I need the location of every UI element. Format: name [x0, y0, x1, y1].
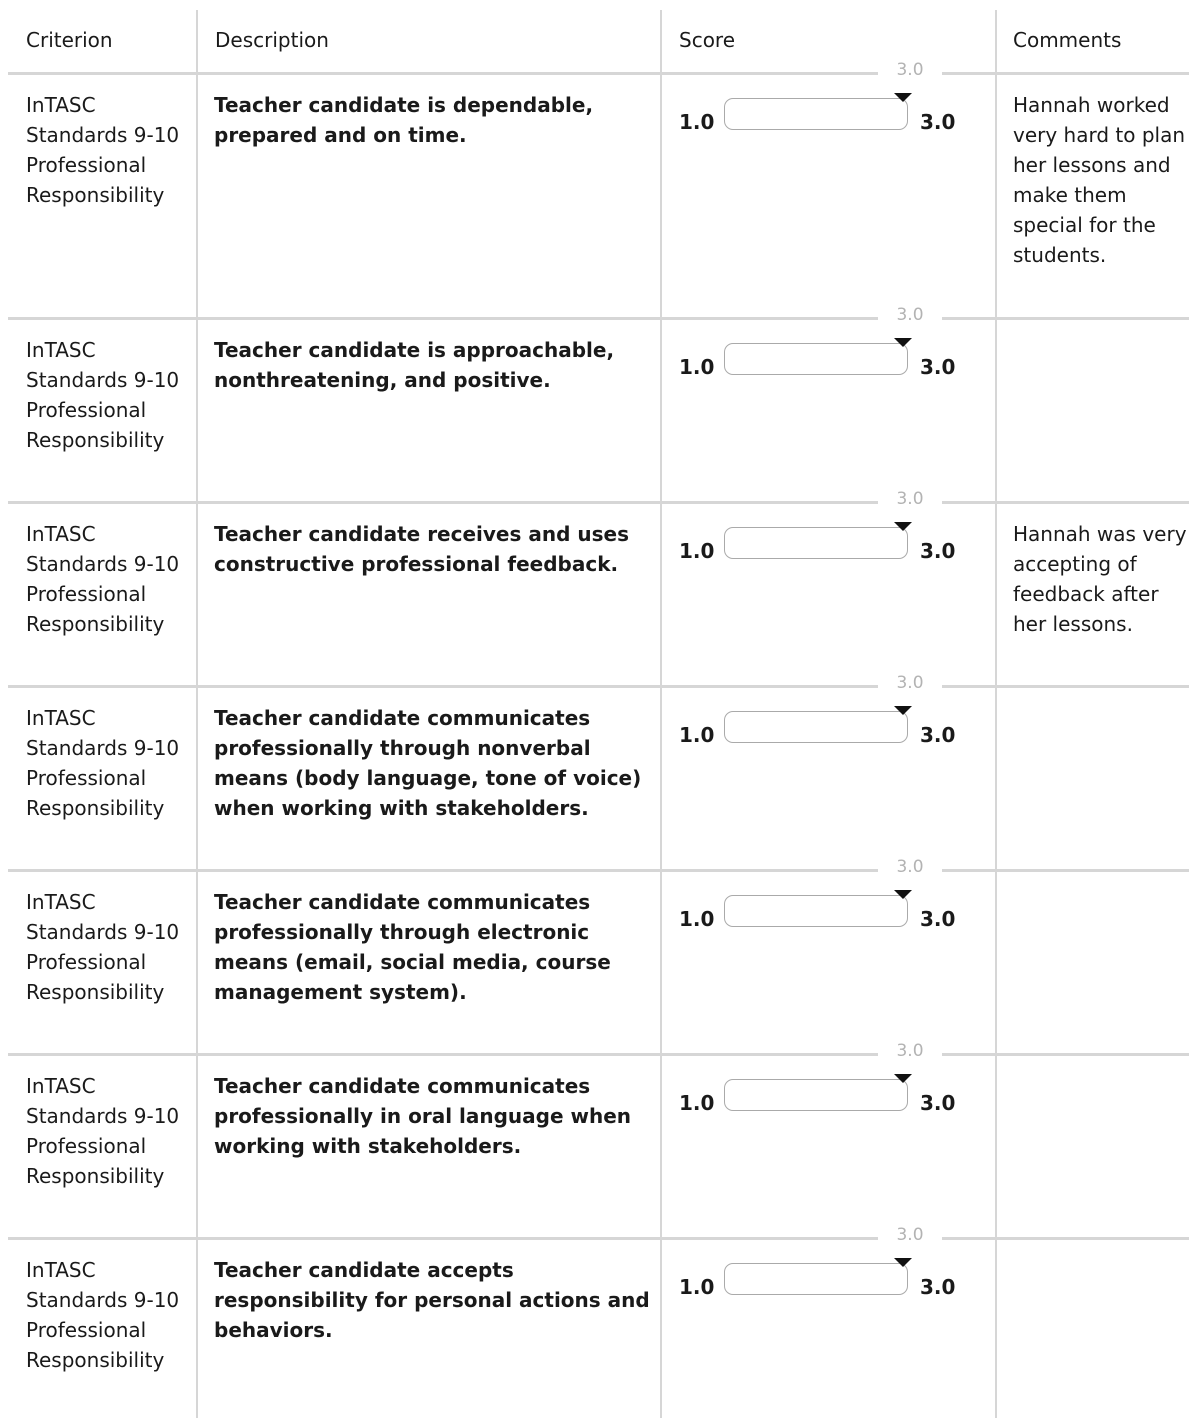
description-cell: Teacher candidate communicates professionally in oral language when working with stakeholders.	[214, 1074, 632, 1158]
score-value-label: 3.0	[878, 1225, 942, 1245]
row-divider	[8, 1237, 1189, 1240]
row-divider	[8, 72, 1189, 75]
description-cell: Teacher candidate receives and uses constructive professional feedback.	[214, 522, 629, 576]
header-criterion: Criterion	[26, 28, 113, 52]
slider-thumb-icon[interactable]	[894, 706, 912, 715]
criterion-cell: InTASC Standards 9-10 Professional Responsibility	[26, 522, 180, 636]
score-min-label: 1.0	[679, 110, 715, 134]
criterion-cell: InTASC Standards 9-10 Professional Responsibility	[26, 93, 180, 207]
slider-thumb-icon[interactable]	[894, 1074, 912, 1083]
row-divider	[8, 501, 1189, 504]
score-slider[interactable]	[724, 98, 908, 130]
score-min-label: 1.0	[679, 907, 715, 931]
row-divider	[8, 1053, 1189, 1056]
slider-thumb-icon[interactable]	[894, 522, 912, 531]
column-divider	[196, 10, 198, 1418]
score-value-label: 3.0	[878, 673, 942, 693]
criterion-cell: InTASC Standards 9-10 Professional Responsibility	[26, 1074, 180, 1188]
description-cell: Teacher candidate communicates professionally through electronic means (email, social media, course management system).	[214, 890, 611, 1004]
score-max-label: 3.0	[920, 355, 956, 379]
score-min-label: 1.0	[679, 1091, 715, 1115]
description-cell: Teacher candidate accepts responsibility for personal actions and behaviors.	[214, 1258, 650, 1342]
score-value-label: 3.0	[878, 1041, 942, 1061]
slider-thumb-icon[interactable]	[894, 890, 912, 899]
score-slider[interactable]	[724, 711, 908, 743]
column-divider	[660, 10, 662, 1418]
description-cell: Teacher candidate is dependable, prepared and on time.	[214, 93, 594, 147]
score-slider[interactable]	[724, 1079, 908, 1111]
column-divider	[995, 10, 997, 1418]
criterion-cell: InTASC Standards 9-10 Professional Responsibility	[26, 706, 180, 820]
row-divider	[8, 685, 1189, 688]
score-max-label: 3.0	[920, 539, 956, 563]
criterion-cell: InTASC Standards 9-10 Professional Responsibility	[26, 1258, 180, 1372]
criterion-cell: InTASC Standards 9-10 Professional Responsibility	[26, 338, 180, 452]
score-min-label: 1.0	[679, 355, 715, 379]
score-max-label: 3.0	[920, 1275, 956, 1299]
score-max-label: 3.0	[920, 907, 956, 931]
score-max-label: 3.0	[920, 1091, 956, 1115]
criterion-cell: InTASC Standards 9-10 Professional Responsibility	[26, 890, 180, 1004]
score-value-label: 3.0	[878, 60, 942, 80]
comment-cell: Hannah was very accepting of feedback after her lessons.	[1013, 522, 1187, 636]
header-comments: Comments	[1013, 28, 1122, 52]
score-value-label: 3.0	[878, 489, 942, 509]
header-score: Score	[679, 28, 736, 52]
comment-cell: Hannah worked very hard to plan her lessons and make them special for the students.	[1013, 93, 1186, 267]
row-divider	[8, 869, 1189, 872]
score-value-label: 3.0	[878, 857, 942, 877]
header-description: Description	[215, 28, 329, 52]
score-min-label: 1.0	[679, 539, 715, 563]
description-cell: Teacher candidate is approachable, nonthreatening, and positive.	[214, 338, 615, 392]
description-cell: Teacher candidate communicates professionally through nonverbal means (body language, tone of voice) when working with stakeholders.	[214, 706, 642, 820]
slider-thumb-icon[interactable]	[894, 338, 912, 347]
score-max-label: 3.0	[920, 723, 956, 747]
slider-thumb-icon[interactable]	[894, 93, 912, 102]
score-min-label: 1.0	[679, 723, 715, 747]
score-slider[interactable]	[724, 527, 908, 559]
score-slider[interactable]	[724, 1263, 908, 1295]
score-slider[interactable]	[724, 895, 908, 927]
score-max-label: 3.0	[920, 110, 956, 134]
row-divider	[8, 317, 1189, 320]
score-slider[interactable]	[724, 343, 908, 375]
score-min-label: 1.0	[679, 1275, 715, 1299]
score-value-label: 3.0	[878, 305, 942, 325]
slider-thumb-icon[interactable]	[894, 1258, 912, 1267]
